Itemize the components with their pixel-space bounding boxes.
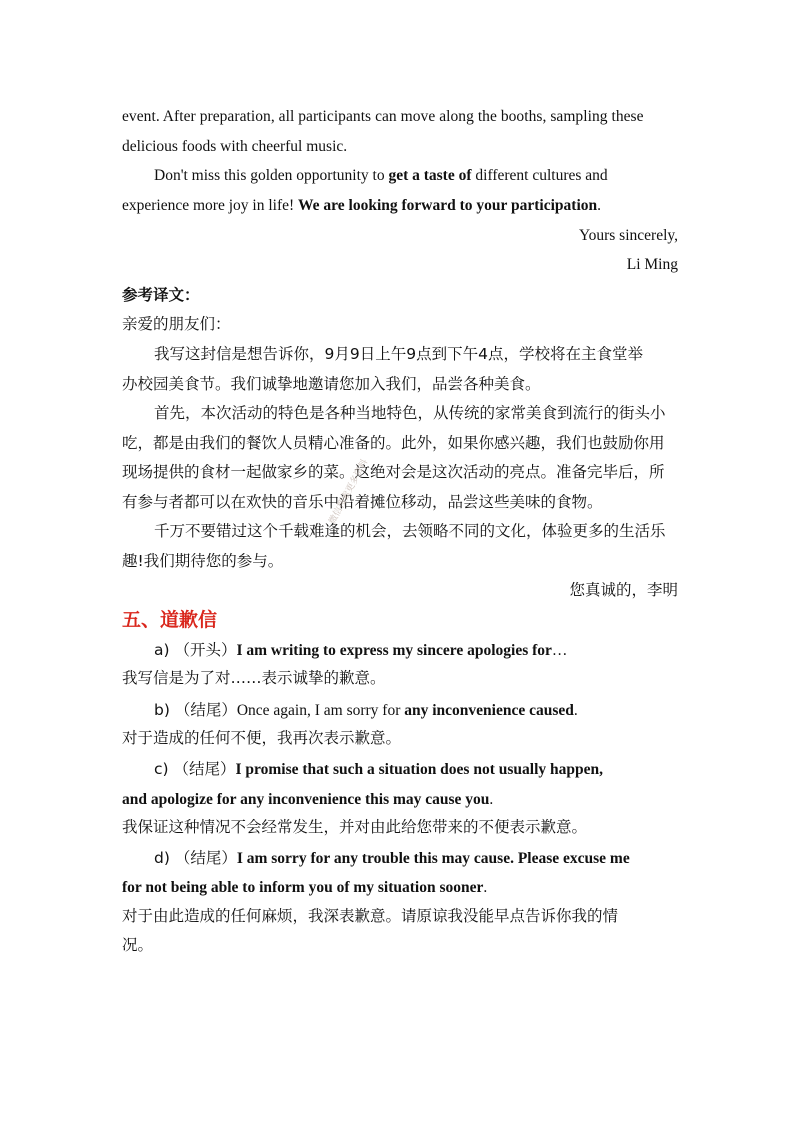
text-run: experience more joy in life! bbox=[122, 197, 299, 214]
text-run: Once again, I am sorry for bbox=[236, 702, 405, 719]
letter-line: event. After preparation, all participants can move along the booths, sampling these bbox=[122, 108, 644, 125]
translation-line: 首先，本次活动的特色是各种当地特色，从传统的家常美食到流行的街头小 bbox=[154, 404, 666, 422]
letter-line bbox=[154, 168, 608, 184]
item-label: b) （结尾） bbox=[154, 701, 237, 719]
translation-line: 吃，都是由我们的餐饮人员精心准备的。此外，如果你感兴趣，我们也鼓励你用 bbox=[122, 434, 665, 452]
item-label: c) （结尾） bbox=[154, 760, 236, 778]
text-run: . bbox=[573, 702, 578, 719]
text-run: different cultures and bbox=[471, 167, 608, 184]
translation-line: 办校园美食节。我们诚挚地邀请您加入我们，品尝各种美食。 bbox=[122, 375, 541, 393]
translation-title: 参考译文： bbox=[122, 286, 200, 304]
translation-greeting: 亲爱的朋友们： bbox=[122, 315, 231, 333]
item-label: d) （结尾） bbox=[154, 849, 237, 867]
item-c-translation: 我保证这种情况不会经常发生，并对由此给您带来的不便表示歉意。 bbox=[122, 818, 588, 836]
bold-phrase: I am sorry for any trouble this may cause. Please excuse me bbox=[236, 850, 630, 867]
letter-line bbox=[122, 198, 601, 214]
item-a-translation: 我写信是为了对……表示诚挚的歉意。 bbox=[122, 669, 386, 687]
item-d-translation: 况。 bbox=[122, 936, 154, 954]
item-a bbox=[154, 643, 567, 659]
bold-phrase: and apologize for any inconvenience this may cause you bbox=[122, 791, 490, 808]
item-d-line2 bbox=[122, 880, 487, 896]
text-run: Don't miss this golden opportunity to bbox=[154, 167, 389, 184]
translation-line: 有参与者都可以在欢快的音乐中沿着摊位移动，品尝这些美味的食物。 bbox=[122, 493, 603, 511]
item-c bbox=[154, 762, 603, 778]
letter-closing: Yours sincerely, bbox=[578, 227, 678, 244]
bold-phrase: any inconvenience caused bbox=[404, 702, 574, 719]
text-run: . bbox=[489, 791, 494, 808]
translation-closing: 您真诚的，李明 bbox=[569, 581, 678, 599]
item-d-translation: 对于由此造成的任何麻烦，我深表歉意。请原谅我没能早点告诉你我的情 bbox=[122, 907, 619, 925]
text-run: . bbox=[597, 197, 601, 214]
bold-phrase: I promise that such a situation does not usually happen, bbox=[235, 761, 603, 778]
letter-signature: Li Ming bbox=[626, 256, 678, 273]
item-b bbox=[154, 703, 578, 719]
bold-phrase: We are looking forward to your participation bbox=[298, 197, 598, 214]
item-b-translation: 对于造成的任何不便，我再次表示歉意。 bbox=[122, 729, 402, 747]
item-d bbox=[154, 851, 630, 867]
bold-phrase: I am writing to express my sincere apologies for bbox=[236, 642, 552, 659]
translation-line: 趣!我们期待您的参与。 bbox=[122, 552, 284, 570]
item-label: a) （开头） bbox=[154, 641, 237, 659]
text-run: … bbox=[551, 642, 568, 659]
text-run: . bbox=[483, 879, 488, 896]
item-c-line2 bbox=[122, 792, 493, 808]
section-heading: 五、道歉信 bbox=[122, 609, 218, 631]
bold-phrase: for not being able to inform you of my situation sooner bbox=[122, 879, 484, 896]
translation-line: 千万不要错过这个千载难逢的机会，去领略不同的文化，体验更多的生活乐 bbox=[154, 522, 666, 540]
bold-phrase: get a taste of bbox=[388, 167, 472, 184]
letter-line: delicious foods with cheerful music. bbox=[122, 138, 348, 155]
translation-line: 我写这封信是想告诉你，9月9日上午9点到下午4点，学校将在主食堂举 bbox=[154, 345, 643, 363]
translation-line: 现场提供的食材一起做家乡的菜。这绝对会是这次活动的亮点。准备完毕后，所 bbox=[122, 463, 665, 481]
watermark: 微信搜索更多资料 bbox=[327, 457, 371, 527]
